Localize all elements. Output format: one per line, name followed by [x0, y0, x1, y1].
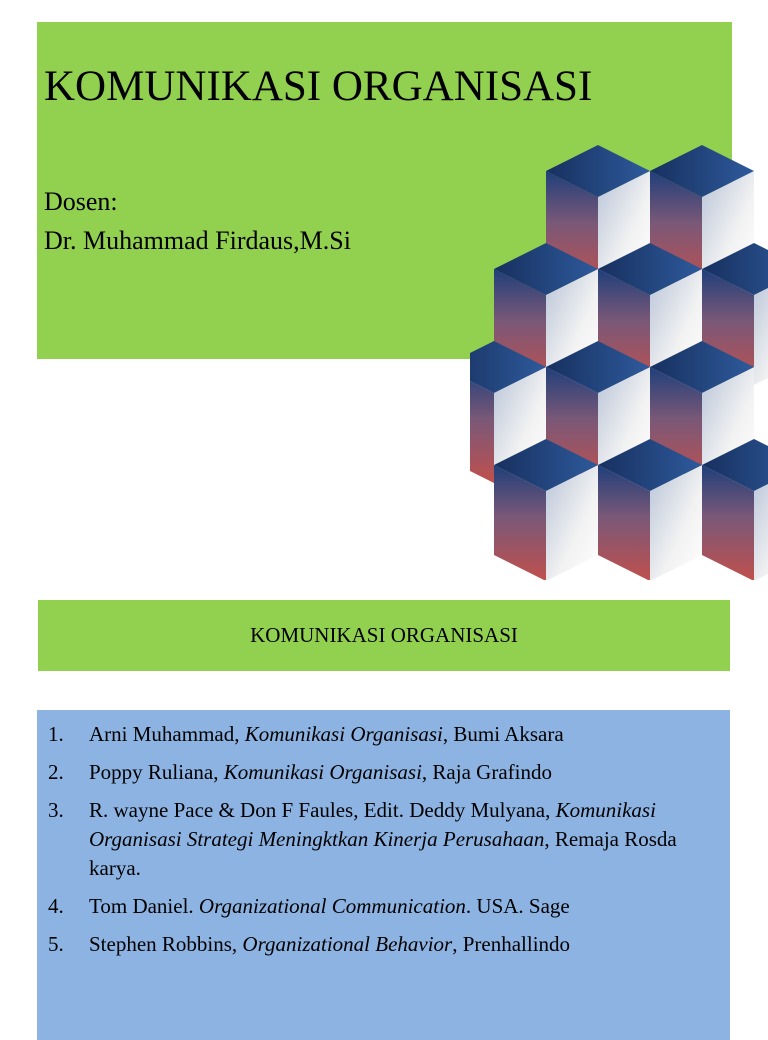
reference-title: Komunikasi Organisasi	[223, 760, 422, 784]
reference-text	[89, 930, 709, 959]
reference-title: Organizational Communication	[198, 894, 466, 918]
reference-author: Arni Muhammad,	[89, 722, 245, 746]
reference-title: Organizational Behavior	[242, 932, 453, 956]
reference-text	[89, 758, 709, 787]
references-banner	[38, 600, 730, 671]
reference-item	[37, 930, 730, 959]
lecturer-label: Dosen:	[44, 187, 118, 216]
reference-publisher: . USA. Sage	[465, 894, 570, 918]
reference-title: Komunikasi Organisasi	[244, 722, 443, 746]
decorative-cubes-graphic	[470, 140, 768, 580]
reference-author: Stephen Robbins,	[89, 932, 243, 956]
reference-publisher: , Prenhallindo	[452, 932, 571, 956]
reference-author: Tom Daniel.	[89, 894, 199, 918]
slide-title: KOMUNIKASI ORGANISASI	[44, 63, 593, 110]
reference-number: 5.	[48, 932, 64, 956]
reference-item	[37, 796, 730, 883]
reference-number: 1.	[48, 722, 64, 746]
reference-number: 2.	[48, 760, 64, 784]
reference-author: R. wayne Pace & Don F Faules, Edit. Deddy Mulyana,	[89, 798, 556, 822]
reference-publisher: , Remaja Rosda karya.	[89, 827, 677, 880]
reference-title: Komunikasi Organisasi Strategi Meningktkan Kinerja Perusahaan	[89, 798, 656, 851]
reference-item	[37, 892, 730, 921]
references-banner-title: KOMUNIKASI ORGANISASI	[250, 623, 518, 647]
reference-item	[37, 758, 730, 787]
reference-publisher: , Raja Grafindo	[421, 760, 552, 784]
reference-item	[37, 720, 730, 749]
references-panel	[37, 710, 730, 1040]
reference-text	[89, 796, 709, 883]
lecturer-name: Dr. Muhammad Firdaus,M.Si	[44, 226, 351, 255]
reference-text	[89, 720, 709, 749]
reference-publisher: , Bumi Aksara	[442, 722, 564, 746]
reference-author: Poppy Ruliana,	[89, 760, 224, 784]
reference-text	[89, 892, 709, 921]
reference-list	[37, 710, 730, 959]
reference-number: 4.	[48, 894, 64, 918]
reference-number: 3.	[48, 798, 64, 822]
